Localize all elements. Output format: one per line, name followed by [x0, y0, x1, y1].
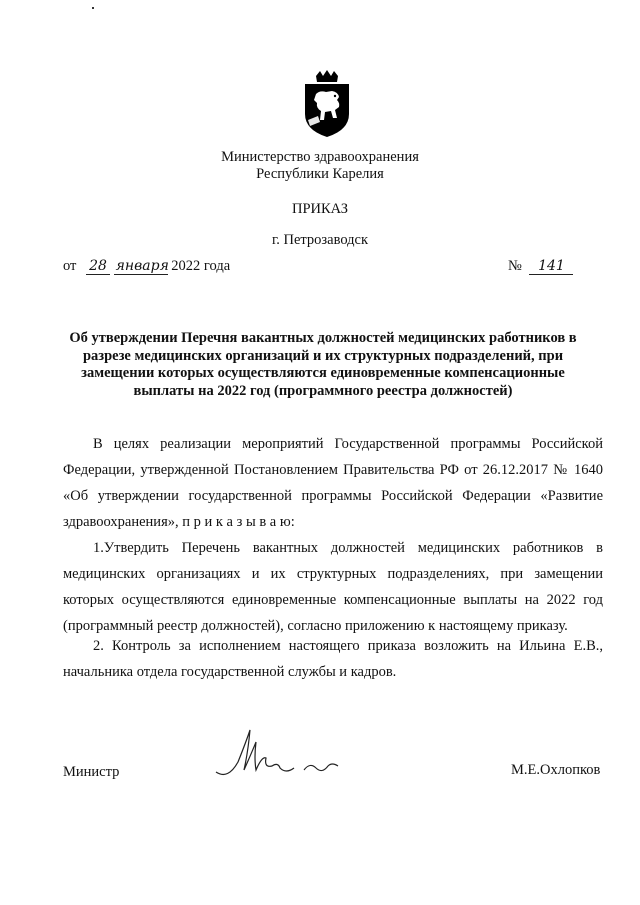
signatory-position: Министр: [63, 764, 120, 780]
date-prefix: от: [63, 258, 77, 274]
date-day: 28: [86, 259, 110, 275]
city: г. Петрозаводск: [271, 232, 369, 248]
ministry-name-line1: Министерство здравоохранения: [221, 149, 419, 165]
signatory-name: М.Е.Охлопков: [511, 762, 601, 778]
scan-speck: [92, 7, 94, 9]
date-month: января: [115, 258, 169, 274]
preamble-paragraph: В целях реализации мероприятий Государственной программы Российской Федерации, утвержденной Постановлением Правительства РФ от 26.12.2017 № 1640 «Об утверждении государственной программы Российской Федерации «Развитие здравоохранения», п р и к а з ы в а ю:: [63, 436, 603, 530]
date-year: 2022 года: [171, 258, 231, 274]
order-title: Об утверждении Перечня вакантных должностей медицинских работников в разрезе медицинских организаций и их структурных подразделений, при замещении которых осуществляются единовременные компенсационные выплаты на 2022 год (программного реестра должностей): [69, 330, 577, 399]
coat-of-arms-icon: [302, 70, 352, 138]
date-line: [63, 257, 230, 275]
document-type: ПРИКАЗ: [291, 201, 349, 217]
number-prefix: №: [508, 258, 522, 274]
item-1-paragraph: 1.Утвердить Перечень вакантных должностей медицинских работников в медицинских организациях и их структурных подразделениях, при замещении которых осуществляются единовременные компенсационные выплаты на 2022 год (программный реестр должностей), согласно приложению к настоящему приказу.: [63, 540, 603, 634]
number-line: [508, 257, 573, 275]
item-2-paragraph: 2. Контроль за исполнением настоящего приказа возложить на Ильина Е.В., начальника отдела государственной службы и кадров.: [63, 638, 603, 680]
order-number: 141: [529, 259, 573, 275]
ministry-name-line2: Республики Карелия: [256, 166, 384, 182]
handwritten-signature: [208, 722, 358, 792]
